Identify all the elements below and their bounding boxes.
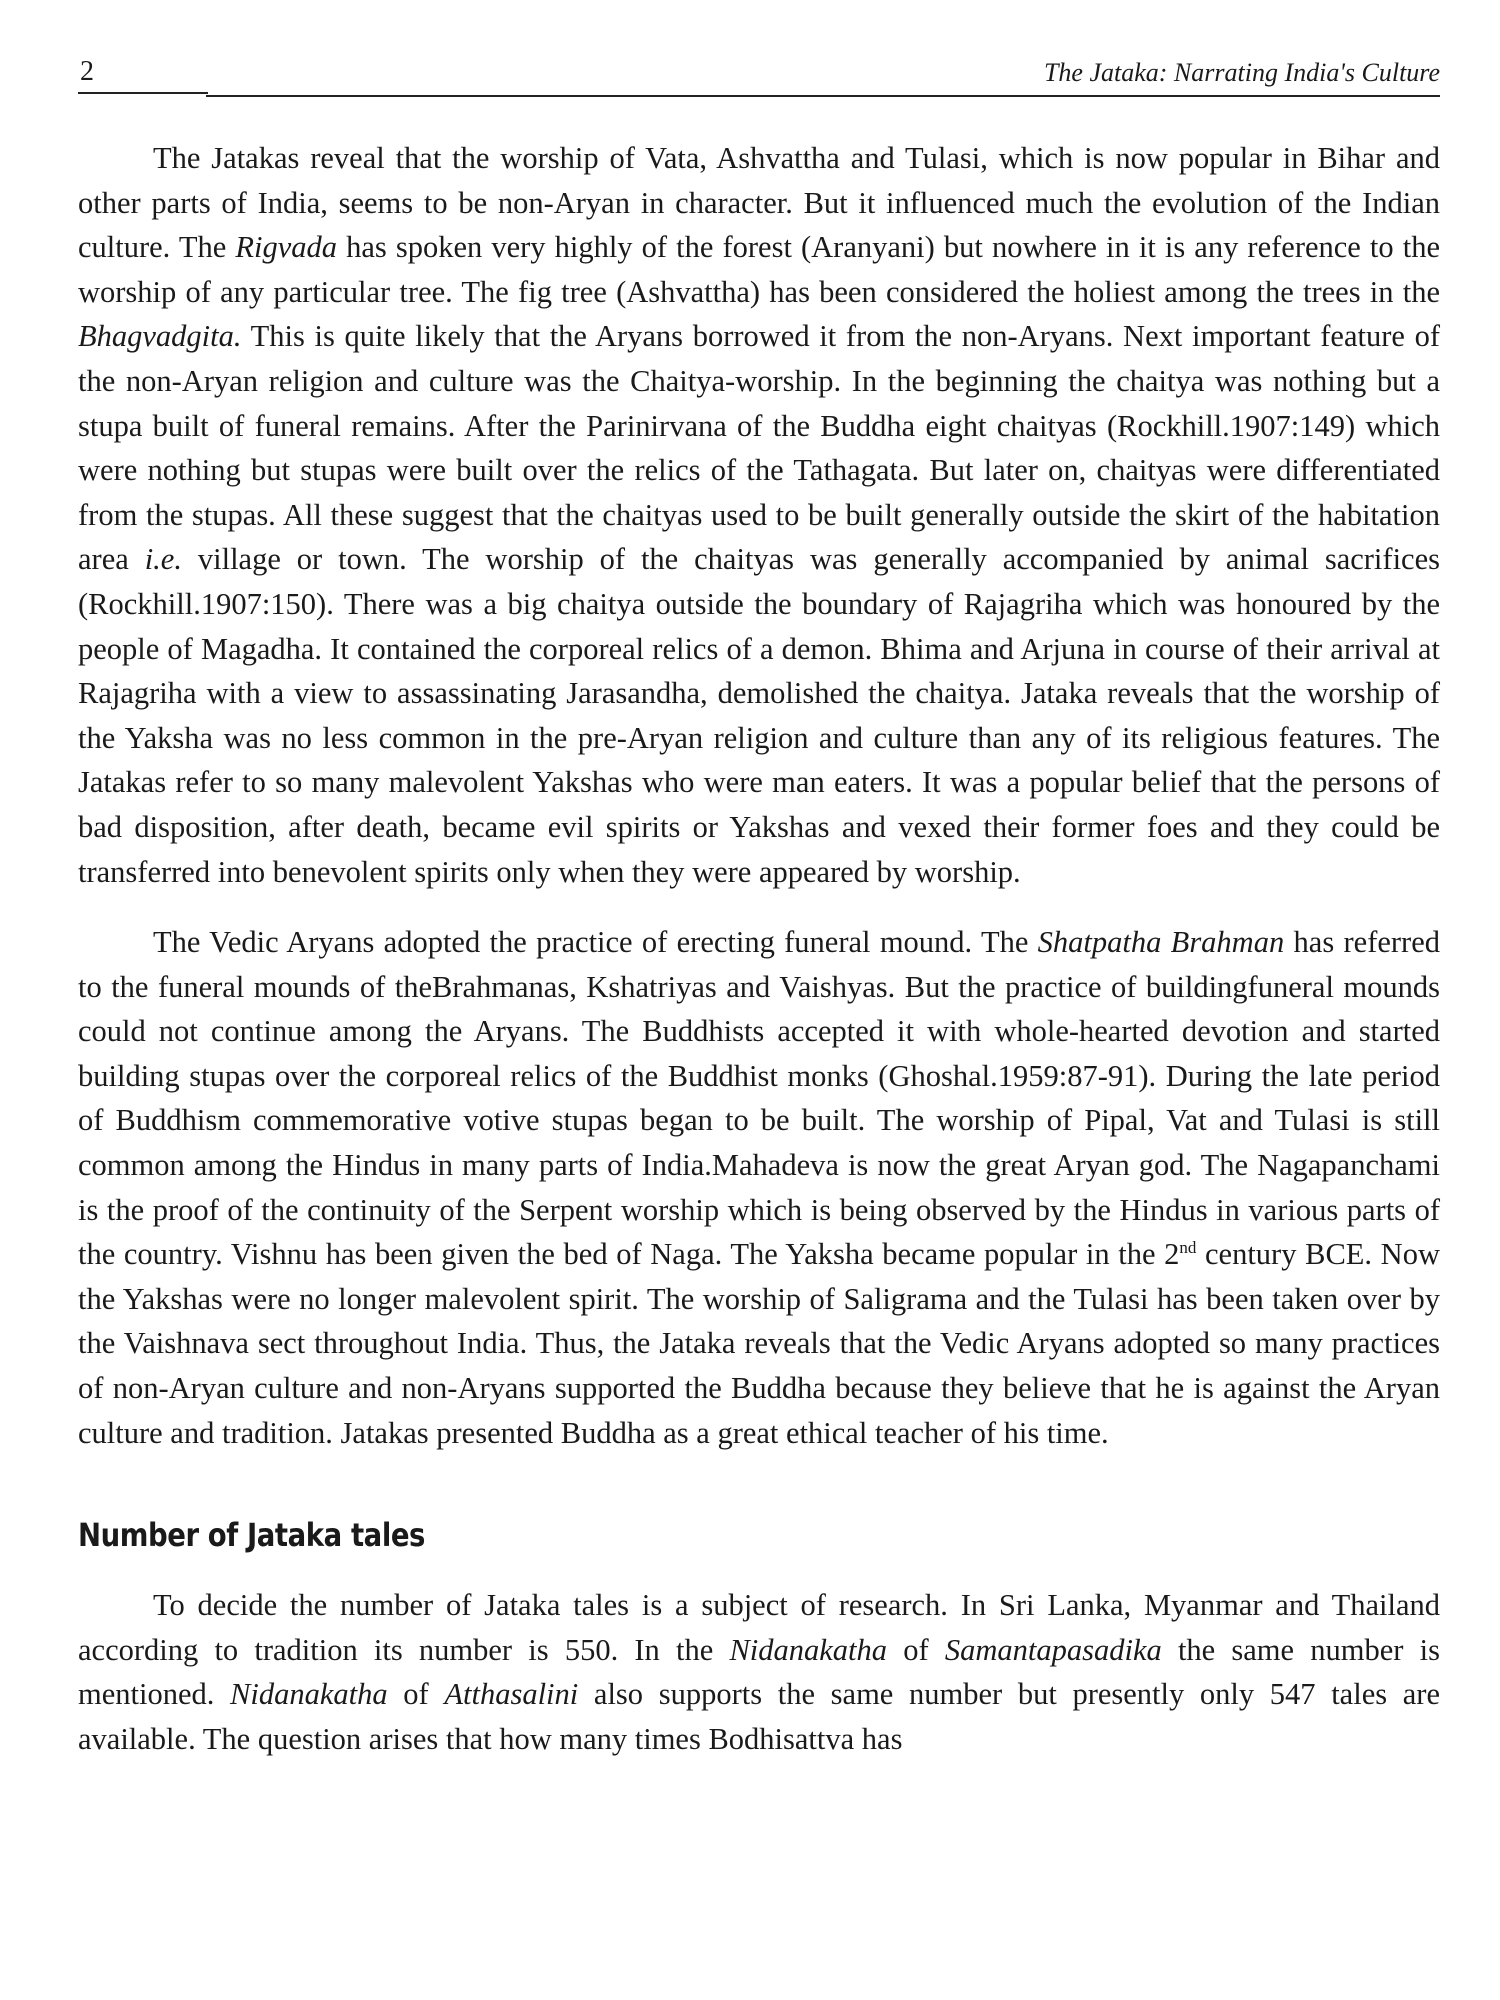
text-run: of <box>387 1677 445 1712</box>
page-number: 2 <box>80 56 94 87</box>
paragraph-1 <box>78 136 1440 894</box>
italic-term: i.e. <box>144 542 182 577</box>
header-rule-right <box>206 95 1440 97</box>
text-run: The Jatakas reveal that the worship of Vata, Ashvattha and Tulasi, which is now popular in Bihar and other parts of India, seems to be non-Aryan in character. But it influenced much the evolution of the Indian culture. The <box>78 141 1440 265</box>
italic-title: Nidanakatha <box>729 1632 888 1667</box>
text-run: has referred to the funeral mounds of theBrahmanas, Kshatriyas and Vaishyas. But the practice of buildingfuneral mounds could not continue among the Aryans. The Buddhists accepted it with whole-hearted devotion and started building stupas over the corporeal relics of the Buddhist monks (Ghoshal.1959:87-91). During the late period of Buddhism commemorative votive stupas began to be built. The worship of Pipal, Vat and Tulasi is still common among the Hindus in many parts of India.Mahadeva is now the great Aryan god. The Nagapanchami is the proof of the continuity of the Serpent worship which is being observed by the Hindus in various parts of the country. Vishnu has been given the bed of Naga. The Yaksha became popular in the 2 <box>78 925 1440 1272</box>
italic-title: Atthasalini <box>444 1677 579 1712</box>
text-run: To decide the number of Jataka tales is a subject of research. In Sri Lanka, Myanmar and Thailand according to tradition its number is 550. In the <box>78 1588 1440 1667</box>
text-run: has spoken very highly of the forest (Aranyani) but nowhere in it is any reference to the worship of any particular tree. The fig tree (Ashvattha) has been considered the holiest among the trees in the <box>78 230 1440 309</box>
page-header <box>78 52 1440 92</box>
text-run: This is quite likely that the Aryans borrowed it from the non-Aryans. Next important feature of the non-Aryan religion and culture was the Chaitya-worship. In the beginning the chaitya was nothing but a stupa built of funeral remains. After the Parinirvana of the Buddha eight chaityas (Rockhill.1907:149) which were nothing but stupas were built over the relics of the Tathagata. But later on, chaityas were differentiated from the stupas. All these suggest that the chaityas used to be built generally outside the skirt of the habitation area <box>78 319 1440 577</box>
italic-title: Rigvada <box>235 230 337 265</box>
italic-title: Nidanakatha <box>230 1677 388 1712</box>
italic-title: Samantapasadika <box>944 1632 1162 1667</box>
text-run: of <box>887 1632 945 1667</box>
text-run: the same number is mentioned. <box>78 1632 1440 1712</box>
paragraph-2 <box>78 920 1440 1455</box>
section-heading: Number of Jataka tales <box>78 1516 426 1555</box>
text-run: also supports the same number but presently only 547 tales are available. The question arises that how many times Bodhisattva has <box>78 1677 1440 1756</box>
italic-title: Bhagvadgita. <box>78 319 242 354</box>
running-title: The Jataka: Narrating India's Culture <box>1043 58 1440 87</box>
paragraph-3 <box>78 1583 1440 1761</box>
text-run: century BCE. Now the Yakshas were no longer malevolent spirit. The worship of Saligrama and the Tulasi has been taken over by the Vaishnava sect throughout India. Thus, the Jataka reveals that the Vedic Aryans adopted so many practices of non-Aryan culture and non-Aryans supported the Buddha because they believe that he is against the Aryan culture and tradition. Jatakas presented Buddha as a great ethical teacher of his time. <box>78 1237 1440 1450</box>
text-run: village or town. The worship of the chaityas was generally accompanied by animal sacrifices (Rockhill.1907:150). There was a big chaitya outside the boundary of Rajagriha which was honoured by the people of Magadha. It contained the corporeal relics of a demon. Bhima and Arjuna in course of their arrival at Rajagriha with a view to assassinating Jarasandha, demolished the chaitya. Jataka reveals that the worship of the Yaksha was no less common in the pre-Aryan religion and culture than any of its religious features. The Jatakas refer to so many malevolent Yakshas who were man eaters. It was a popular belief that the persons of bad disposition, after death, became evil spirits or Yakshas and vexed their former foes and they could be transferred into benevolent spirits only when they were appeared by worship. <box>78 542 1440 889</box>
italic-title: Shatpatha Brahman <box>1037 925 1285 960</box>
header-rule-left <box>78 92 208 94</box>
text-run: The Vedic Aryans adopted the practice of erecting funeral mound. The <box>153 925 1038 960</box>
superscript: nd <box>1179 1238 1197 1258</box>
body-text <box>78 136 1440 1762</box>
